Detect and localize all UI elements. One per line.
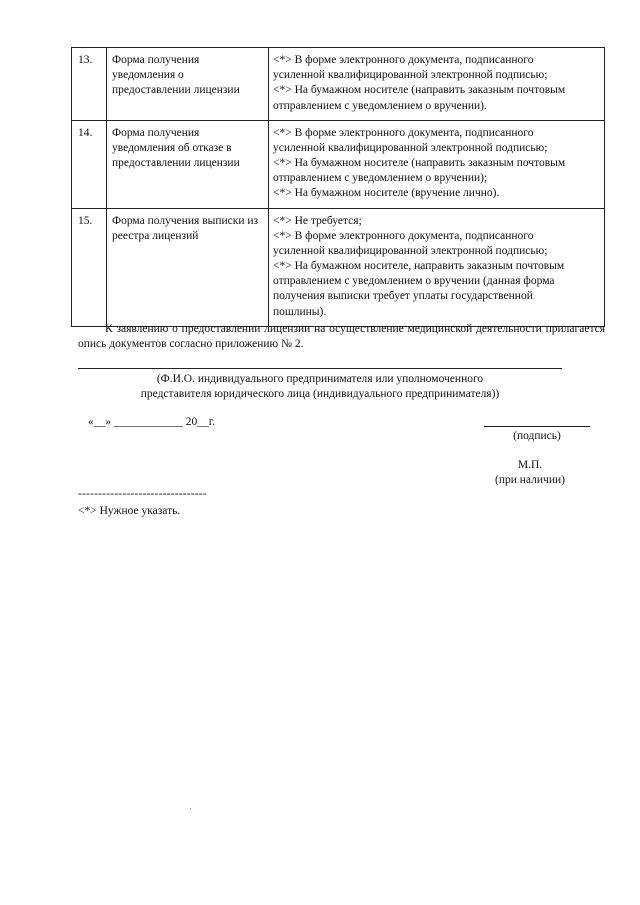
option-line: <*> В форме электронного документа, подписанного [273,54,534,66]
date-field: «__» ____________ 20__г. [88,416,216,428]
option-line: получения выписки требует уплаты государственной [273,290,533,303]
option-line: отправлением с уведомлением о вручении). [273,99,487,112]
table-row [72,48,605,121]
table-row [72,208,605,326]
row-number: 14. [72,120,107,208]
fio-caption-line-1: (Ф.И.О. индивидуального предпринимателя или уполномоченного [156,373,484,385]
option-line: <*> На бумажном носителе (направить заказным почтовым [273,157,566,170]
option-line: усиленной квалифицированной электронной подписью; [273,69,548,82]
option-line: отправлением с уведомлением о вручении); [273,172,488,185]
row-label: Форма получения уведомления об отказе в предоставлении лицензии [107,120,269,208]
row-label: Форма получения уведомления о предоставлении лицензии [107,48,269,121]
license-form-table [71,47,605,327]
fio-caption [78,372,562,402]
row-options [269,208,605,326]
scan-speck [190,808,191,809]
option-line: <*> На бумажном носителе (вручение лично). [273,187,500,200]
option-line: <*> На бумажном носителе (направить заказным почтовым [273,84,566,97]
stamp-note: (при наличии) [495,474,565,486]
table-row [72,120,605,208]
signature-line [484,426,590,427]
option-line: усиленной квалифицированной электронной подписью; [273,244,548,257]
option-line: <*> На бумажном носителе, направить заказным почтовым [273,260,565,273]
row-label: Форма получения выписки из реестра лицензий [107,208,269,326]
row-number: 15. [72,208,107,326]
option-line: отправлением с уведомлением о вручении (данная форма [273,275,555,288]
option-line: <*> В форме электронного документа, подписанного [273,229,534,242]
row-options [269,120,605,208]
footnote-separator: -------------------------------- [78,488,207,500]
stamp-label: М.П. [517,459,543,471]
attachment-paragraph: К заявлению о предоставлении лицензии на осуществление медицинской деятельности прилагается опись документов согласно приложению № 2. [78,323,605,351]
option-line: пошлины). [273,305,327,318]
row-options [269,48,605,121]
option-line: усиленной квалифицированной электронной подписью; [273,141,548,154]
fio-signature-line [78,368,562,369]
option-line: <*> В форме электронного документа, подписанного [273,126,534,139]
signature-caption: (подпись) [513,430,561,442]
option-line: <*> Не требуется; [273,214,362,227]
row-number: 13. [72,48,107,121]
footnote: <*> Нужное указать. [78,505,181,517]
fio-caption-line-2: представителя юридического лица (индивидуального предпринимателя)) [140,388,500,401]
table-body [72,48,605,327]
